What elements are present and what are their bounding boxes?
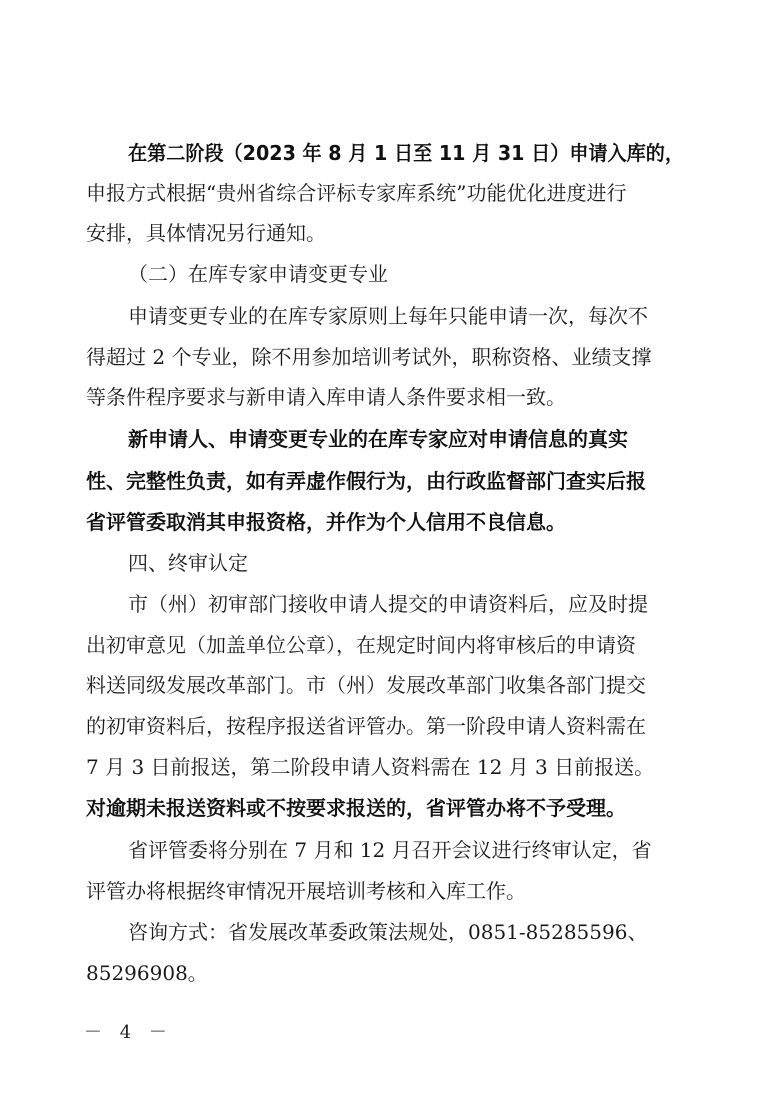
paragraph-8-line-2: 85296908。 [86,961,208,985]
paragraph-1-line-1: 在第二阶段（2023 年 8 月 1 日至 11 月 31 日）申请入库的， [128,141,684,165]
section-heading-4: 四、终审认定 [128,551,248,575]
paragraph-7-line-1: 省评管委将分别在 7 月和 12 月召开会议进行终审认定，省 [128,838,652,862]
page-number: － 4 － [84,1022,173,1043]
paragraph-4-line-2: 性、完整性负责，如有弄虚作假行为，由行政监督部门查实后报 [86,469,646,493]
paragraph-6-line-5: 7 月 3 日前报送，第二阶段申请人资料需在 12 月 3 日前报送。 [86,755,655,779]
paragraph-6-line-6: 对逾期未报送资料或不按要求报送的，省评管办将不予受理。 [86,796,626,820]
section-heading-2: （二）在库专家申请变更专业 [128,262,388,286]
paragraph-6-line-1: 市（州）初审部门接收申请人提交的申请资料后，应及时提 [128,592,648,616]
paragraph-4-line-1: 新申请人、申请变更专业的在库专家应对申请信息的真实 [128,427,628,451]
paragraph-6-line-4: 的初审资料后，按程序报送省评管办。第一阶段申请人资料需在 [86,714,646,738]
paragraph-1-line-2: 申报方式根据“贵州省综合评标专家库系统”功能优化进度进行 [86,181,627,205]
paragraph-3-line-1: 申请变更专业的在库专家原则上每年只能申请一次，每次不 [128,304,648,328]
paragraph-3-line-2: 得超过 2 个专业，除不用参加培训考试外，职称资格、业绩支撑 [86,345,652,369]
paragraph-7-line-2: 评管办将根据终审情况开展培训考核和入库工作。 [86,879,526,903]
paragraph-3-line-3: 等条件程序要求与新申请入库申请人条件要求相一致。 [86,385,566,409]
paragraph-8-line-1: 咨询方式：省发展改革委政策法规处，0851-85285596、 [128,920,648,944]
paragraph-6-line-3: 料送同级发展改革部门。市（州）发展改革部门收集各部门提交 [86,673,646,697]
paragraph-4-line-3: 省评管委取消其申报资格，并作为个人信用不良信息。 [86,510,566,534]
paragraph-6-line-2: 出初审意见（加盖单位公章），在规定时间内将审核后的申请资 [86,633,636,657]
paragraph-1-line-3: 安排，具体情况另行通知。 [86,221,326,245]
